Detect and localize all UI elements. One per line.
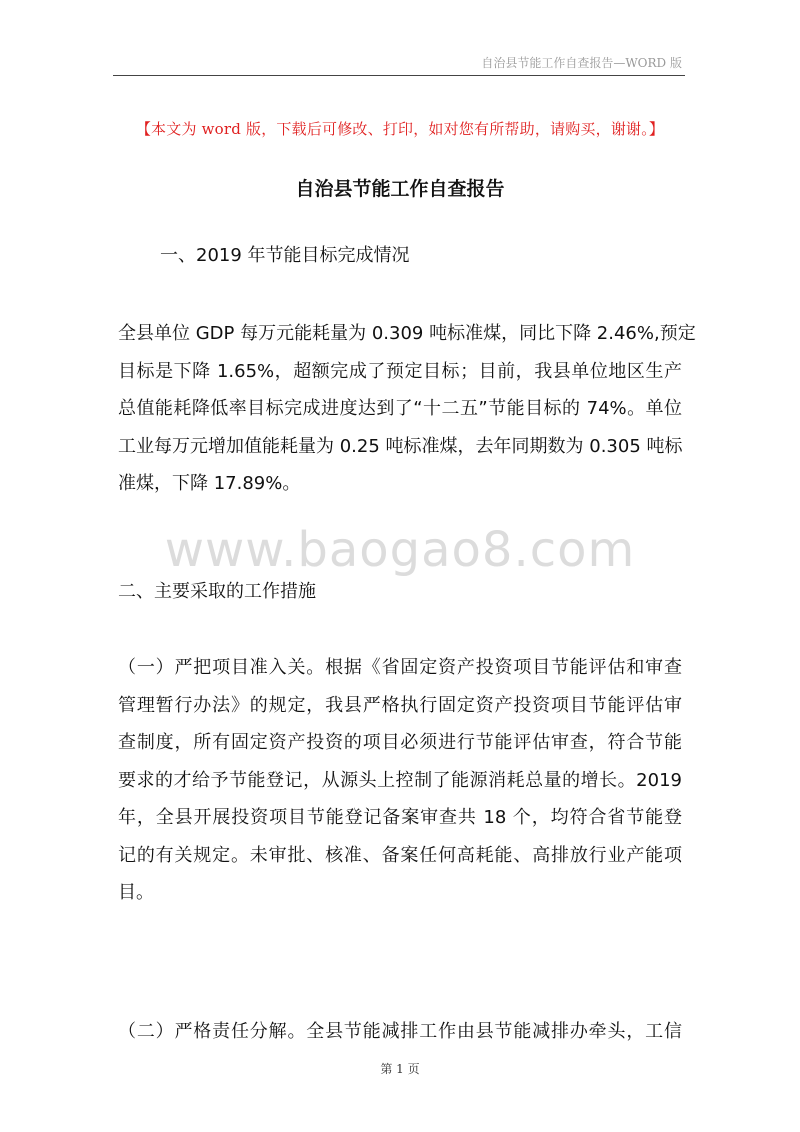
- page-number: 第 1 页: [380, 1062, 420, 1076]
- paragraph-line: 要求的才给予节能登记，从源头上控制了能源消耗总量的增长。2019: [118, 769, 682, 791]
- purchase-notice: 【本文为 word 版，下载后可修改、打印，如对您有所帮助，请购买，谢谢。】: [135, 120, 665, 138]
- paragraph-line: 总值能耗降低率目标完成进度达到了“十二五”节能目标的 74%。单位: [118, 398, 682, 419]
- paragraph-line: 全县单位 GDP 每万元能耗量为 0.309 吨标准煤，同比下降 2.46%,预定: [118, 323, 696, 344]
- section-2-item-2-paragraph: [118, 1013, 682, 1051]
- paragraph-line: （一）严把项目准入关。根据《省固定资产投资项目节能评估和审查: [118, 657, 682, 678]
- page-header-text: 自治县节能工作自查报告—WORD 版: [481, 56, 682, 70]
- header-divider: [113, 75, 685, 76]
- document-title: 自治县节能工作自查报告: [295, 178, 505, 200]
- paragraph-line: 目。: [118, 882, 154, 903]
- paragraph-line: 目标是下降 1.65%，超额完成了预定目标；目前，我县单位地区生产: [118, 360, 682, 382]
- section-1-paragraph: [118, 315, 696, 503]
- paragraph-line: 管理暂行办法》的规定，我县严格执行固定资产投资项目节能评估审: [118, 694, 682, 716]
- paragraph-line: 查制度，所有固定资产投资的项目必须进行节能评估审查，符合节能: [118, 732, 682, 753]
- paragraph-line: （二）严格责任分解。全县节能减排工作由县节能减排办牵头，工信: [118, 1021, 682, 1042]
- site-watermark: www.baogao8.com: [164, 522, 636, 578]
- section-heading-2: 二、主要采取的工作措施: [118, 581, 316, 602]
- paragraph-line: 年，全县开展投资项目节能登记备案审查共 18 个，均符合省节能登: [118, 807, 682, 828]
- section-2-item-1-paragraph: [118, 649, 682, 912]
- paragraph-line: 记的有关规定。未审批、核准、备案任何高耗能、高排放行业产能项: [118, 844, 682, 866]
- paragraph-line: 准煤，下降 17.89%。: [118, 473, 301, 494]
- paragraph-line: 工业每万元增加值能耗量为 0.25 吨标准煤，去年同期数为 0.305 吨标: [118, 435, 683, 457]
- section-heading-1: 一、2019 年节能目标完成情况: [160, 245, 410, 266]
